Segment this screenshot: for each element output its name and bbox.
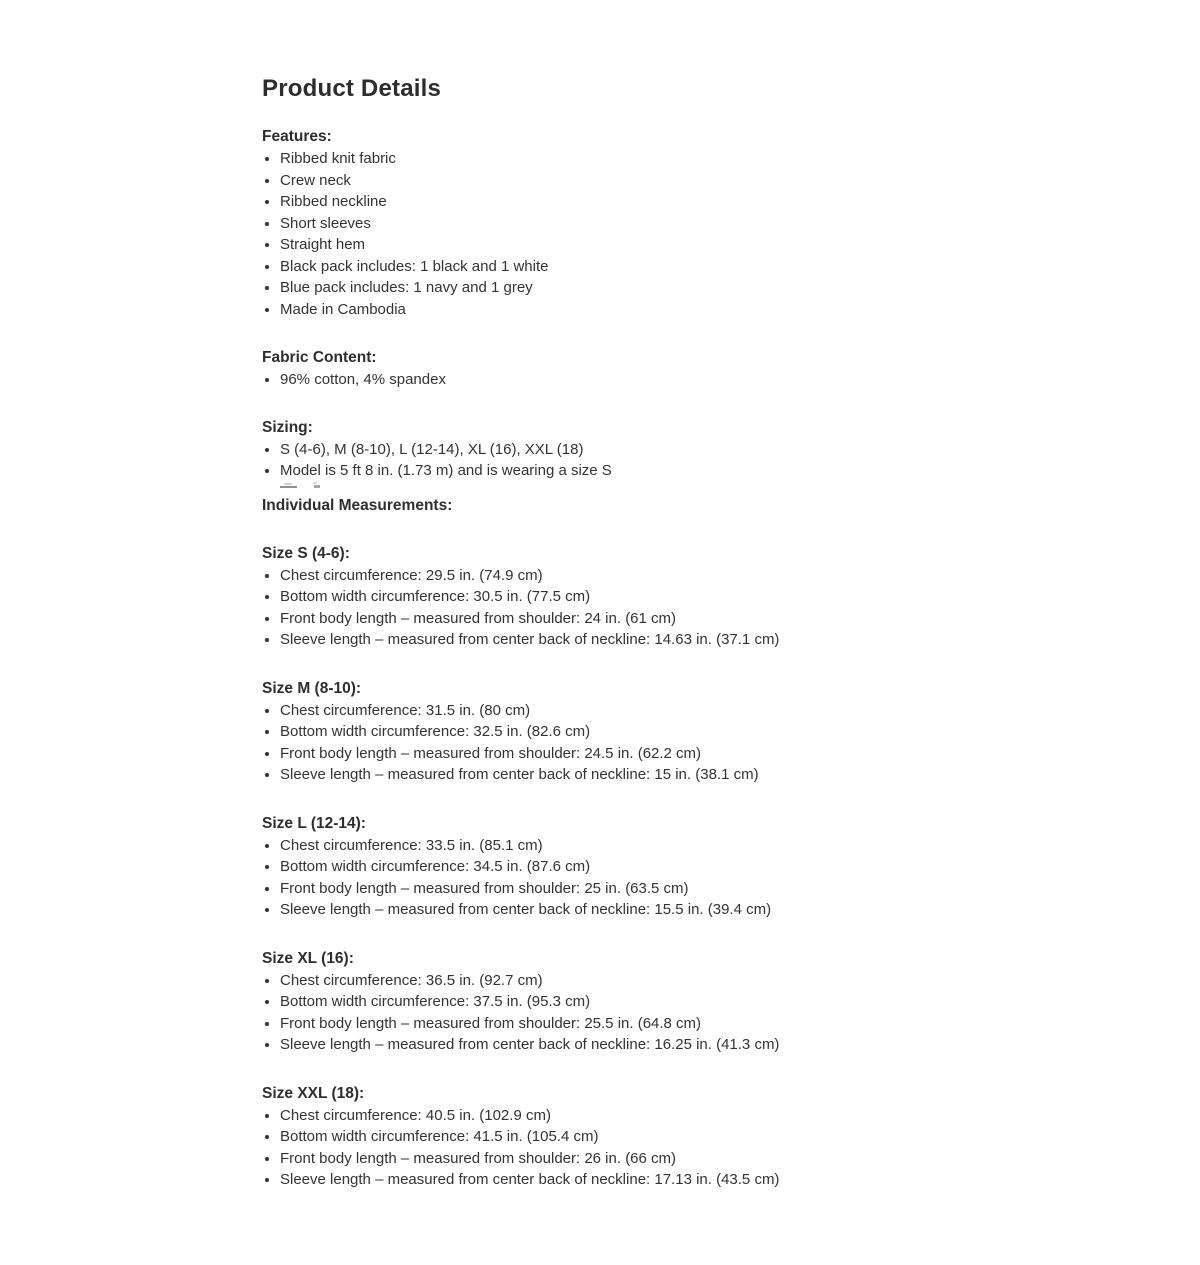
- list-item: • Made in Cambodia: [280, 299, 822, 321]
- list-item: • Front body length – measured from shoulder: 26 in. (66 cm): [280, 1148, 822, 1170]
- list-item: • Sleeve length – measured from center back of neckline: 17.13 in. (43.5 cm): [280, 1169, 822, 1191]
- list-item: • Front body length – measured from shoulder: 25.5 in. (64.8 cm): [280, 1013, 822, 1035]
- fabric-content-list: [262, 369, 822, 391]
- size-section-heading: Size M (8-10):: [262, 679, 362, 697]
- list-item: • Sleeve length – measured from center back of neckline: 15.5 in. (39.4 cm): [280, 899, 822, 921]
- list-item: • Bottom width circumference: 32.5 in. (82.6 cm): [280, 721, 822, 743]
- list-item: • Model is 5 ft 8 in. (1.73 m) and is wearing a size S: [280, 460, 822, 482]
- fabric-content-heading: Fabric Content:: [262, 349, 377, 366]
- page-title: Product Details: [262, 75, 442, 102]
- list-item: • Sleeve length – measured from center back of neckline: 14.63 in. (37.1 cm): [280, 629, 822, 651]
- list-item: • 96% cotton, 4% spandex: [280, 369, 822, 391]
- size-section-heading: Size XXL (18):: [262, 1084, 365, 1102]
- size-section: [262, 1085, 822, 1191]
- size-measurements-list: [262, 565, 822, 651]
- size-section: [262, 680, 822, 786]
- size-measurements-list: [262, 970, 822, 1056]
- list-item: • Straight hem: [280, 234, 822, 256]
- size-section-heading: Size L (12-14):: [262, 814, 366, 832]
- list-item: • Front body length – measured from shoulder: 24.5 in. (62.2 cm): [280, 743, 822, 765]
- list-item: • Bottom width circumference: 30.5 in. (77.5 cm): [280, 586, 822, 608]
- list-item: • Chest circumference: 31.5 in. (80 cm): [280, 700, 822, 722]
- list-item: • Chest circumference: 36.5 in. (92.7 cm): [280, 970, 822, 992]
- list-item: • Bottom width circumference: 34.5 in. (87.6 cm): [280, 856, 822, 878]
- size-section: [262, 815, 822, 921]
- list-item: • Sleeve length – measured from center back of neckline: 16.25 in. (41.3 cm): [280, 1034, 822, 1056]
- list-item: • Chest circumference: 33.5 in. (85.1 cm): [280, 835, 822, 857]
- size-sections: [262, 545, 822, 1191]
- list-item: • Ribbed neckline: [280, 191, 822, 213]
- size-section-heading: Size S (4-6):: [262, 544, 350, 562]
- list-item: • Front body length – measured from shoulder: 24 in. (61 cm): [280, 608, 822, 630]
- list-item: • Ribbed knit fabric: [280, 148, 822, 170]
- features-list: [262, 148, 822, 320]
- clipped-text-fragment: [280, 482, 822, 489]
- features-heading: Features:: [262, 128, 332, 145]
- size-section-heading: Size XL (16):: [262, 949, 354, 967]
- individual-measurements-heading: Individual Measurements:: [262, 496, 453, 514]
- list-item: • Chest circumference: 29.5 in. (74.9 cm): [280, 565, 822, 587]
- sizing-list: [262, 439, 822, 482]
- size-section: [262, 545, 822, 651]
- sizing-heading: Sizing:: [262, 418, 313, 436]
- size-measurements-list: [262, 1105, 822, 1191]
- list-item: • S (4-6), M (8-10), L (12-14), XL (16), XXL (18): [280, 439, 822, 461]
- size-measurements-list: [262, 835, 822, 921]
- list-item: • Short sleeves: [280, 213, 822, 235]
- list-item: • Blue pack includes: 1 navy and 1 grey: [280, 277, 822, 299]
- list-item: • Crew neck: [280, 170, 822, 192]
- list-item: • Sleeve length – measured from center back of neckline: 15 in. (38.1 cm): [280, 764, 822, 786]
- list-item: • Black pack includes: 1 black and 1 white: [280, 256, 822, 278]
- size-measurements-list: [262, 700, 822, 786]
- product-details-panel: [262, 0, 822, 1191]
- list-item: • Front body length – measured from shoulder: 25 in. (63.5 cm): [280, 878, 822, 900]
- size-section: [262, 950, 822, 1056]
- list-item: • Chest circumference: 40.5 in. (102.9 cm): [280, 1105, 822, 1127]
- list-item: • Bottom width circumference: 37.5 in. (95.3 cm): [280, 991, 822, 1013]
- list-item: • Bottom width circumference: 41.5 in. (105.4 cm): [280, 1126, 822, 1148]
